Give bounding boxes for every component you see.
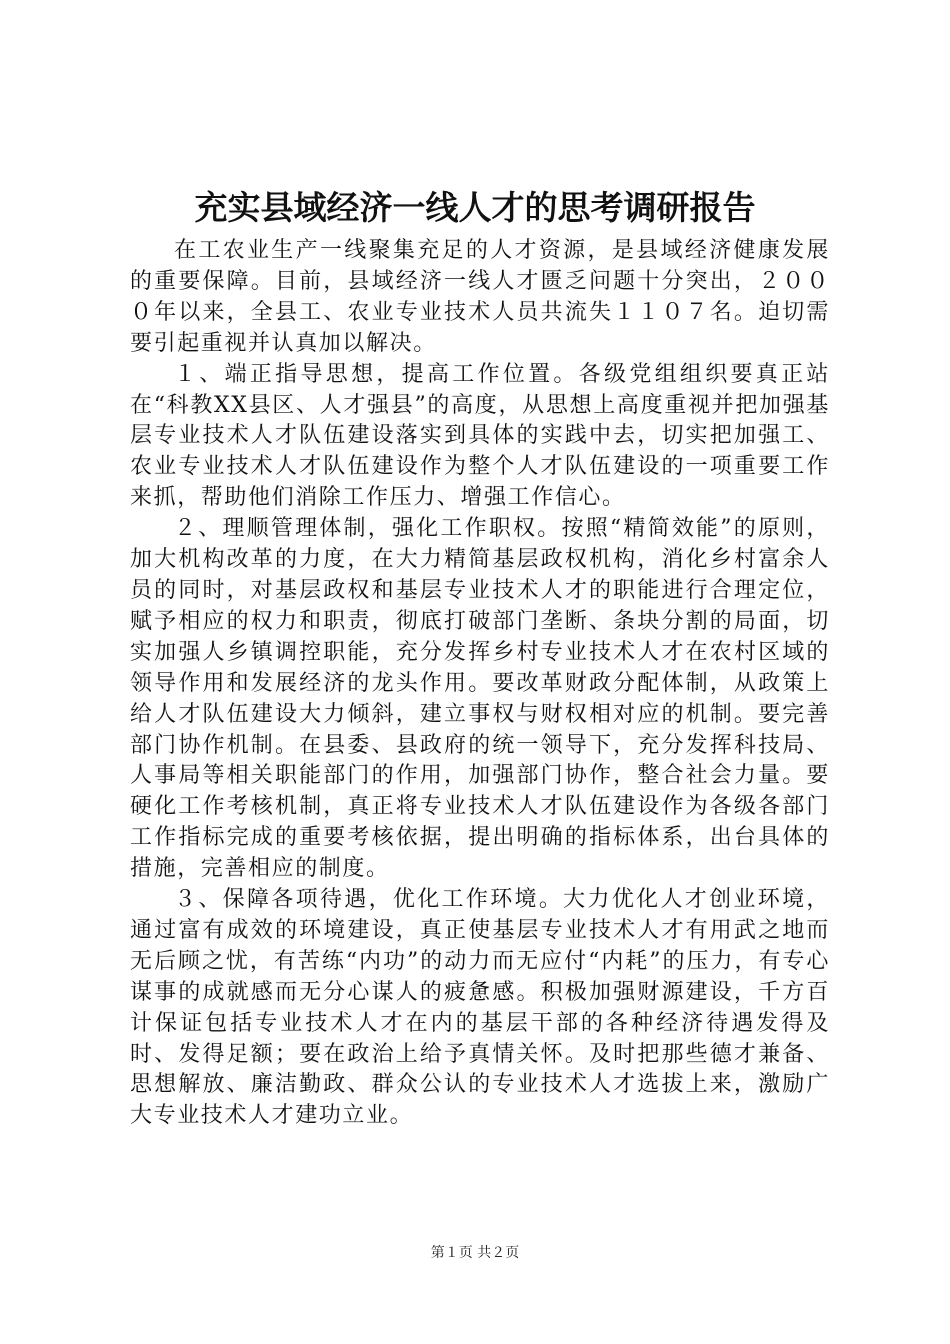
paragraph-intro: 在工农业生产一线聚集充足的人才资源，是县域经济健康发展的重要保障。目前，县域经济一线人才匮乏问题十分突出，２０００年以来，全县工、农业专业技术人员共流失１１０７名。迫切需要引起重视并认真加以解决。 [130, 238, 830, 356]
document-title: 充实县域经济一线人才的思考调研报告 [194, 188, 756, 227]
page-number: 第１页 [430, 1245, 473, 1261]
paragraph-point-1: １、端正指导思想，提高工作位置。各级党组组织要真正站在“科教XX县区、人才强县”的高度，从思想上高度重视并把加强基层专业技术人才队伍建设落实到具体的实践中去，切实把加强工、农业专业技术人才队伍建设作为整个人才队伍建设的一项重要工作来抓，帮助他们消除工作压力、增强工作信心。 [130, 361, 830, 511]
paragraph-point-3: ３、保障各项待遇，优化工作环境。大力优化人才创业环境，通过富有成效的环境建设，真正使基层专业技术人才有用武之地而无后顾之忧，有苦练“内功”的动力而无应付“内耗”的压力，有专心谋事的成就感而无分心谋人的疲惫感。积极加强财源建设，千方百计保证包括专业技术人才在内的基层干部的各种经济待遇发得及时、发得足额；要在政治上给予真情关怀。及时把那些德才兼备、思想解放、廉洁勤政、群众公认的专业技术人才选拔上来，激励广大专业技术人才建功立业。 [130, 887, 830, 1129]
page-total: 共２页 [477, 1245, 520, 1261]
page-footer [0, 1243, 950, 1263]
document-body [130, 236, 830, 1132]
paragraph-point-2: ２、理顺管理体制，强化工作职权。按照“精简效能”的原则，加大机构改革的力度，在大力精简基层政权机构，消化乡村富余人员的同时，对基层政权和基层专业技术人才的职能进行合理定位，赋予相应的权力和职责，彻底打破部门垄断、条块分割的局面，切实加强人乡镇调控职能，充分发挥乡村专业技术人才在农村区域的领导作用和发展经济的龙头作用。要改革财政分配体制，从政策上给人才队伍建设大力倾斜，建立事权与财权相对应的机制。要完善部门协作机制。在县委、县政府的统一领导下，充分发挥科技局、人事局等相关职能部门的作用，加强部门协作，整合社会力量。要硬化工作考核机制，真正将专业技术人才队伍建设作为各级各部门工作指标完成的重要考核依据，提出明确的指标体系，出台具体的措施，完善相应的制度。 [130, 516, 830, 882]
